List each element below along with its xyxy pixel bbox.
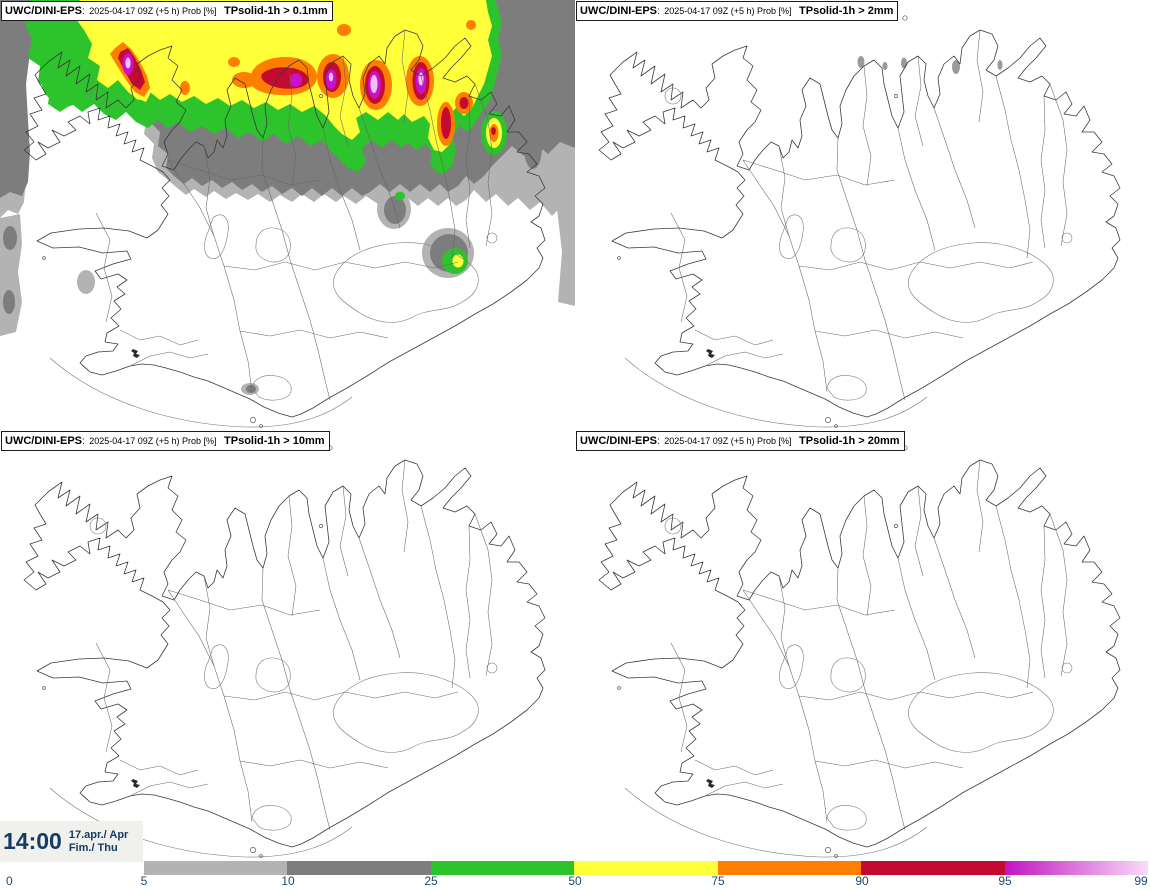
product-label: UWC/DINI-EPS — [580, 435, 657, 447]
run-meta-label: 2025-04-17 09Z (+5 h) Prob [%] — [664, 436, 792, 446]
panel-title — [1, 1, 333, 21]
map-panel-tp-20mm[interactable] — [575, 430, 1150, 860]
colorbar-tick: 5 — [140, 874, 148, 888]
colorbar-tick: 10 — [281, 874, 295, 888]
valid-day-line: Fim./ Thu — [68, 841, 118, 854]
iceland-map — [0, 430, 575, 860]
colorbar-tick: 75 — [711, 874, 725, 888]
colorbar-segment — [861, 861, 1004, 875]
valid-date-line: 17.apr./ Apr — [68, 828, 129, 841]
valid-time-display — [0, 821, 143, 862]
map-panel-tp-0-1mm[interactable] — [0, 0, 575, 430]
title-separator: : — [82, 6, 85, 17]
run-meta-label: 2025-04-17 09Z (+5 h) Prob [%] — [89, 436, 217, 446]
product-label: UWC/DINI-EPS — [580, 5, 657, 17]
colorbar-segment — [287, 861, 430, 875]
colorbar-segment — [718, 861, 861, 875]
valid-time: 14:00 — [3, 828, 62, 854]
parameter-label: TPsolid-1h > 20mm — [799, 435, 900, 447]
parameter-label: TPsolid-1h > 10mm — [224, 435, 325, 447]
title-separator: : — [82, 436, 85, 447]
colorbar-segment — [144, 861, 287, 875]
probability-colorbar — [144, 861, 1148, 875]
parameter-label: TPsolid-1h > 2mm — [799, 5, 894, 17]
title-separator: : — [657, 6, 660, 17]
run-meta-label: 2025-04-17 09Z (+5 h) Prob [%] — [664, 6, 792, 16]
colorbar-tick: 50 — [568, 874, 582, 888]
title-separator: : — [657, 436, 660, 447]
colorbar-tick: 90 — [855, 874, 869, 888]
panel-title — [576, 1, 898, 21]
colorbar-segment — [574, 861, 717, 875]
product-label: UWC/DINI-EPS — [5, 435, 82, 447]
iceland-map — [575, 430, 1150, 860]
run-meta-label: 2025-04-17 09Z (+5 h) Prob [%] — [89, 6, 217, 16]
product-label: UWC/DINI-EPS — [5, 5, 82, 17]
colorbar-tick: 25 — [424, 874, 438, 888]
iceland-map — [575, 0, 1150, 430]
colorbar-tick: 99 — [1134, 874, 1148, 888]
valid-date — [69, 829, 129, 855]
colorbar-tick: 0 — [6, 874, 13, 888]
panel-title — [576, 431, 905, 451]
colorbar-segment — [1005, 861, 1148, 875]
panel-title — [1, 431, 330, 451]
map-panel-tp-2mm[interactable] — [575, 0, 1150, 430]
iceland-map — [0, 0, 575, 430]
map-panel-tp-10mm[interactable] — [0, 430, 575, 860]
colorbar-segment — [431, 861, 574, 875]
parameter-label: TPsolid-1h > 0.1mm — [224, 5, 328, 17]
colorbar-tick: 95 — [998, 874, 1012, 888]
